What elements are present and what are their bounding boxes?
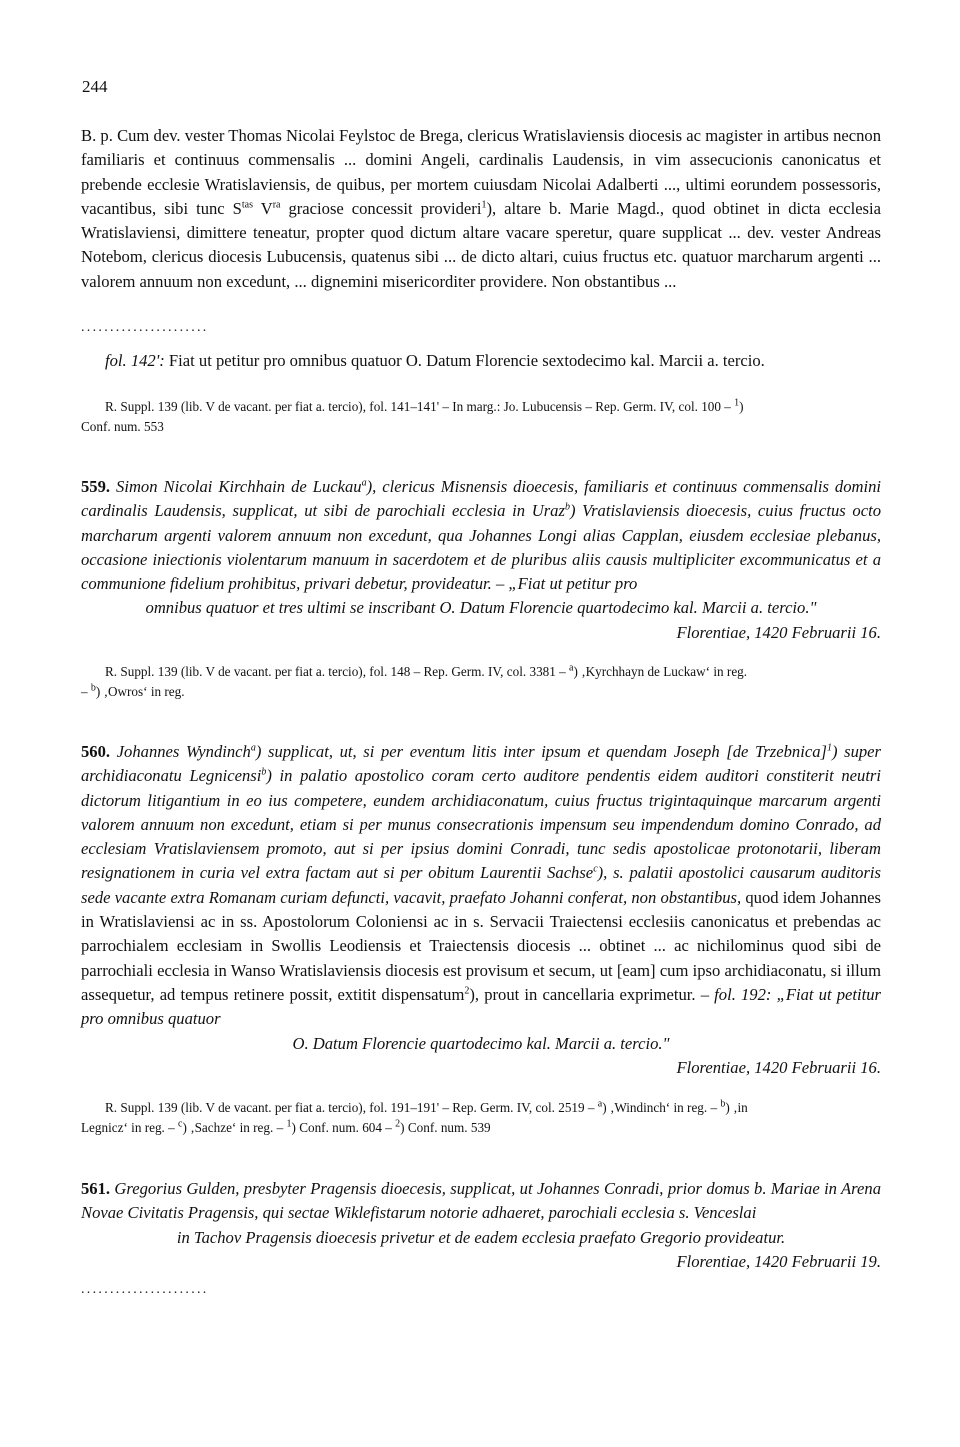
entry-558-text: [81, 124, 881, 294]
entry-number: 561.: [81, 1179, 111, 1198]
entry-number: 559.: [81, 477, 111, 496]
page-number: 244: [82, 77, 108, 96]
entry-558-paragraph: B. p. Cum dev. vester Thomas Nicolai Feylstoc de Brega, clericus Wratislaviensis diocesis ac magister in artibus necnon familiaris et continuus commensalis ... domini Angeli, cardinalis Laudensis, in vim assecucionis canonicatus et prebende ecclesie Wratislaviensis, de quibus, per mortem cuiusdam Nicolai Adalberti ..., ultimi eorundem possessoris, vacantibus, sibi tunc $S^{tas}$ $V^{ra}$ graciose concessit provideri$^1$), altare b. Marie Magd., quod obtinet in dicta ecclesia Wratislaviensi, dimittere teneatur, propter quod dictum altare vacare speretur, quare supplicat ... dev. vester Andreas Notebom, clericus diocesis Lubucensis, quatenus sibi ... de dicto altari, cuius fructus etc. quatuor marcharum argenti ... valorem annuum non excedunt, ... dignemini misericorditer providere. Non obstantibus ...: [81, 126, 881, 291]
omission-dots: ......................: [81, 320, 209, 335]
entry-560-source: R. Suppl. 139 (lib. V de vacant. per fiat a. tercio), fol. 191–191' – Rep. Germ. IV, col. 2519 – $^a$) ‚Windinch‘ in reg. – $^b$) ‚in Legnicz‘ in reg. – $^c$) ‚Sachze‘ in reg. – $^1$) Conf. num. 604 – $^2$) Conf. num. 539: [81, 1098, 748, 1135]
place-date: Florentiae, 1420 Februarii 19.: [676, 1251, 881, 1271]
entry-559-source: R. Suppl. 139 (lib. V de vacant. per fiat a. tercio), fol. 148 – Rep. Germ. IV, col. 3381 – $^a$) ‚Kyrchhayn de Luckaw‘ in reg. – $^b$) ‚Owros‘ in reg.: [81, 662, 748, 699]
place-date: Florentiae, 1420 Februarii 16.: [676, 622, 881, 642]
entry-number: 560.: [81, 742, 111, 761]
entry-558-source: R. Suppl. 139 (lib. V de vacant. per fiat a. tercio), fol. 141–141' – In marg.: Jo. Lubucensis – Rep. Germ. IV, col. 100 – $^1$) Conf. num. 553: [81, 397, 744, 434]
place-date: Florentiae, 1420 Februarii 16.: [676, 1057, 881, 1077]
omission-dots: ......................: [81, 1282, 209, 1297]
entry-561: 561. Gregorius Gulden, presbyter Pragensis dioecesis, supplicat, ut Johannes Conradi, prior domus b. Mariae in Arena Novae Civitatis Pragensis, qui sectae Wiklefistarum notorie adhaeret, parochiali ecclesia s. Venceslai in Tachov Pragensis dioecesis privetur et de eadem ecclesia praefato Gregorio provideatur. Florentiae, 1420 Februarii 19.: [81, 1179, 881, 1271]
entry-559: 559. Simon Nicolai Kirchhain de Luckau$^a$), clericus Misnensis dioecesis, familiaris et continuus commensalis domini cardinalis Laudensis, supplicat, ut sibi de parochiali ecclesia in Uraz$^b$) Vratislaviensis dioecesis, cuius fructus octo marcharum argenti valorem annuum non excedunt, qua Johannes Longi alias Capplan, eiusdem ecclesiae plebanus, occasione iniectionis violentarum manuum in sacerdotem et de pluribus aliis causis multipliciter excommunicatus et a communione fidelium prohibitus, privari debetur, provideatur. – „Fiat ut petitur pro omnibus quatuor et tres ultimi se inscribant O. Datum Florencie quartodecimo kal. Marcii a. tercio." Florentiae, 1420 Februarii 16.: [81, 477, 882, 642]
entry-560: 560. Johannes Wyndinch$^a$) supplicat, ut, si per eventum litis inter ipsum et quendam Joseph [de Trzebnica]$^1$) super archidiaconatu Legnicensi$^b$) in palatio apostolico coram certo auditore pendentis eidem auditori constiterit neutri dictorum litigantium in eo ius competere, eundem archidiaconatum, cuius fructus trigintaquinque marcarum argenti valorem annuum non excedunt, etiam si per munus consecrationis impensum seu impendendum domino Conrado, ad ecclesiam Vratislaviensem promoto, aut si per ipsius domini Conradi, tunc sedis apostolicae protonotarii, liberam resignationem in curia vel extra factam aut si per obitum Laurentii Sachse$^c$), s. palatii apostolici causarum auditoris sede vacante extra Romanam curiam defuncti, vacavit, praefato Johanni conferat, non obstantibus, quod idem Johannes in Wratislaviensi ac in ss. Apostolorum Coloniensi ac in s. Servacii Traiectensi ecclesiis canonicatus et prebendas ac parrochialem ecclesiam in Swollis Leodiensis et Traiectensis diocesis ... obtinet ... ac nichilominus quod sibi de parrochiali ecclesia in Wanso Wratislaviensis diocesis est provisum et secum, ut [eam] cum ipso archidiaconatu, si illum assequetur, ad tempus retinere possit, extitit dispensatum$^2$), prout in cancellaria exprimetur. – fol. 192: „Fiat ut petitur pro omnibus quatuor O. Datum Florencie quartodecimo kal. Marcii a. tercio." Florentiae, 1420 Februarii 16.: [81, 742, 882, 1077]
entry-558-fiat: fol. 142': Fiat ut petitur pro omnibus quatuor O. Datum Florencie sextodecimo kal. Marcii a. tercio.: [105, 351, 765, 370]
